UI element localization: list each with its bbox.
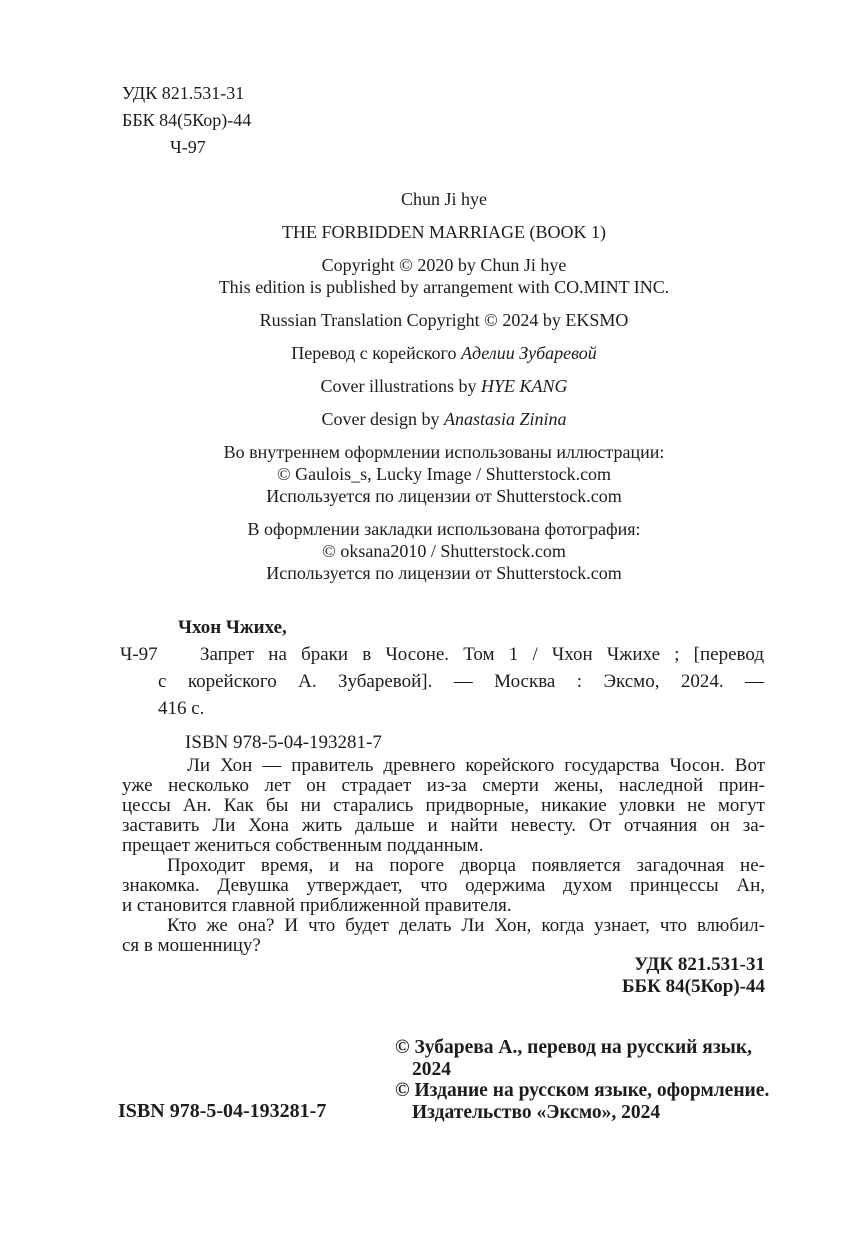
original-title: THE FORBIDDEN MARRIAGE (BOOK 1) <box>282 222 606 242</box>
bottom-codes-block <box>622 954 765 998</box>
udk-code: УДК 821.531-31 <box>122 83 245 103</box>
annotation-paragraph-2: Проходит время, и на пороге дворца появляется загадочная не- знакомка. Девушка утверждает, что одержима духом принцессы Ан, и становится главной приближенной правителя. <box>122 855 765 916</box>
copyright-lines: Copyright © 2020 by Chun Ji hye This edition is published by arrangement with CO.MINT INC. <box>218 255 670 297</box>
annotation-block <box>122 756 765 956</box>
card-description: Запрет на браки в Чосоне. Том 1 / Чхон Чжихе ; [перевод с корейского А. Зубаревой]. — Москва : Эксмо, 2024. — 416 с. <box>158 644 764 719</box>
catalog-card <box>120 614 764 756</box>
original-author: Chun Ji hye <box>400 189 487 209</box>
bottom-isbn: ISBN 978-5-04-193281-7 <box>118 1100 327 1122</box>
russian-translation-copyright: Russian Translation Copyright © 2024 by EKSMO <box>259 310 629 330</box>
top-codes-block <box>122 80 251 161</box>
bbk-code: ББК 84(5Кор)-44 <box>122 110 252 130</box>
edition-rights-credit: © Издание на русском языке, оформление. Издательство «Эксмо», 2024 <box>395 1080 770 1123</box>
interior-illustrations-credit: Во внутреннем оформлении использованы иллюстрации: © Gaulois_s, Lucky Image / Shutterstock.com Используется по лицензии от Shutterstock.com <box>223 442 665 506</box>
cover-design-credit: Cover design by Anastasia Zinina <box>321 409 567 429</box>
translation-rights-credit: © Зубарева А., перевод на русский язык, 2024 <box>395 1037 753 1080</box>
cover-illustrations-credit: Cover illustrations by HYE KANG <box>320 376 568 396</box>
author-sign: Ч-97 <box>170 137 206 157</box>
translator-name: Аделии Зубаревой <box>460 343 597 363</box>
udk-code-bottom: УДК 821.531-31 <box>634 954 765 975</box>
publisher-credits <box>395 1037 773 1123</box>
bbk-code-bottom: ББК 84(5Кор)-44 <box>621 976 765 997</box>
card-author: Чхон Чжихе, <box>178 617 287 638</box>
annotation-paragraph-3: Кто же она? И что будет делать Ли Хон, когда узнает, что влюбил- ся в мошенницу? <box>122 915 765 956</box>
bookmark-photo-credit: В оформлении закладки использована фотография: © oksana2010 / Shutterstock.com Используется по лицензии от Shutterstock.com <box>247 519 641 583</box>
imprint-block <box>120 188 768 595</box>
illustrator-name: HYE KANG <box>480 376 568 396</box>
designer-name: Anastasia Zinina <box>443 409 567 429</box>
annotation-paragraph-1: Ли Хон — правитель древнего корейского государства Чосон. Вот уже несколько лет он страдает из-за смерти жены, наследной прин- цессы Ан. Как бы ни старались придворные, никакие уловки не могут заставить Ли Хона жить дальше и найти невесту. От отчаяния он за- прещает жениться собственным подданным. <box>122 755 765 856</box>
card-author-sign: Ч-97 <box>120 644 158 665</box>
translation-credit: Перевод с корейского Аделии Зубаревой <box>291 343 597 363</box>
card-isbn: ISBN 978-5-04-193281-7 <box>185 732 382 753</box>
